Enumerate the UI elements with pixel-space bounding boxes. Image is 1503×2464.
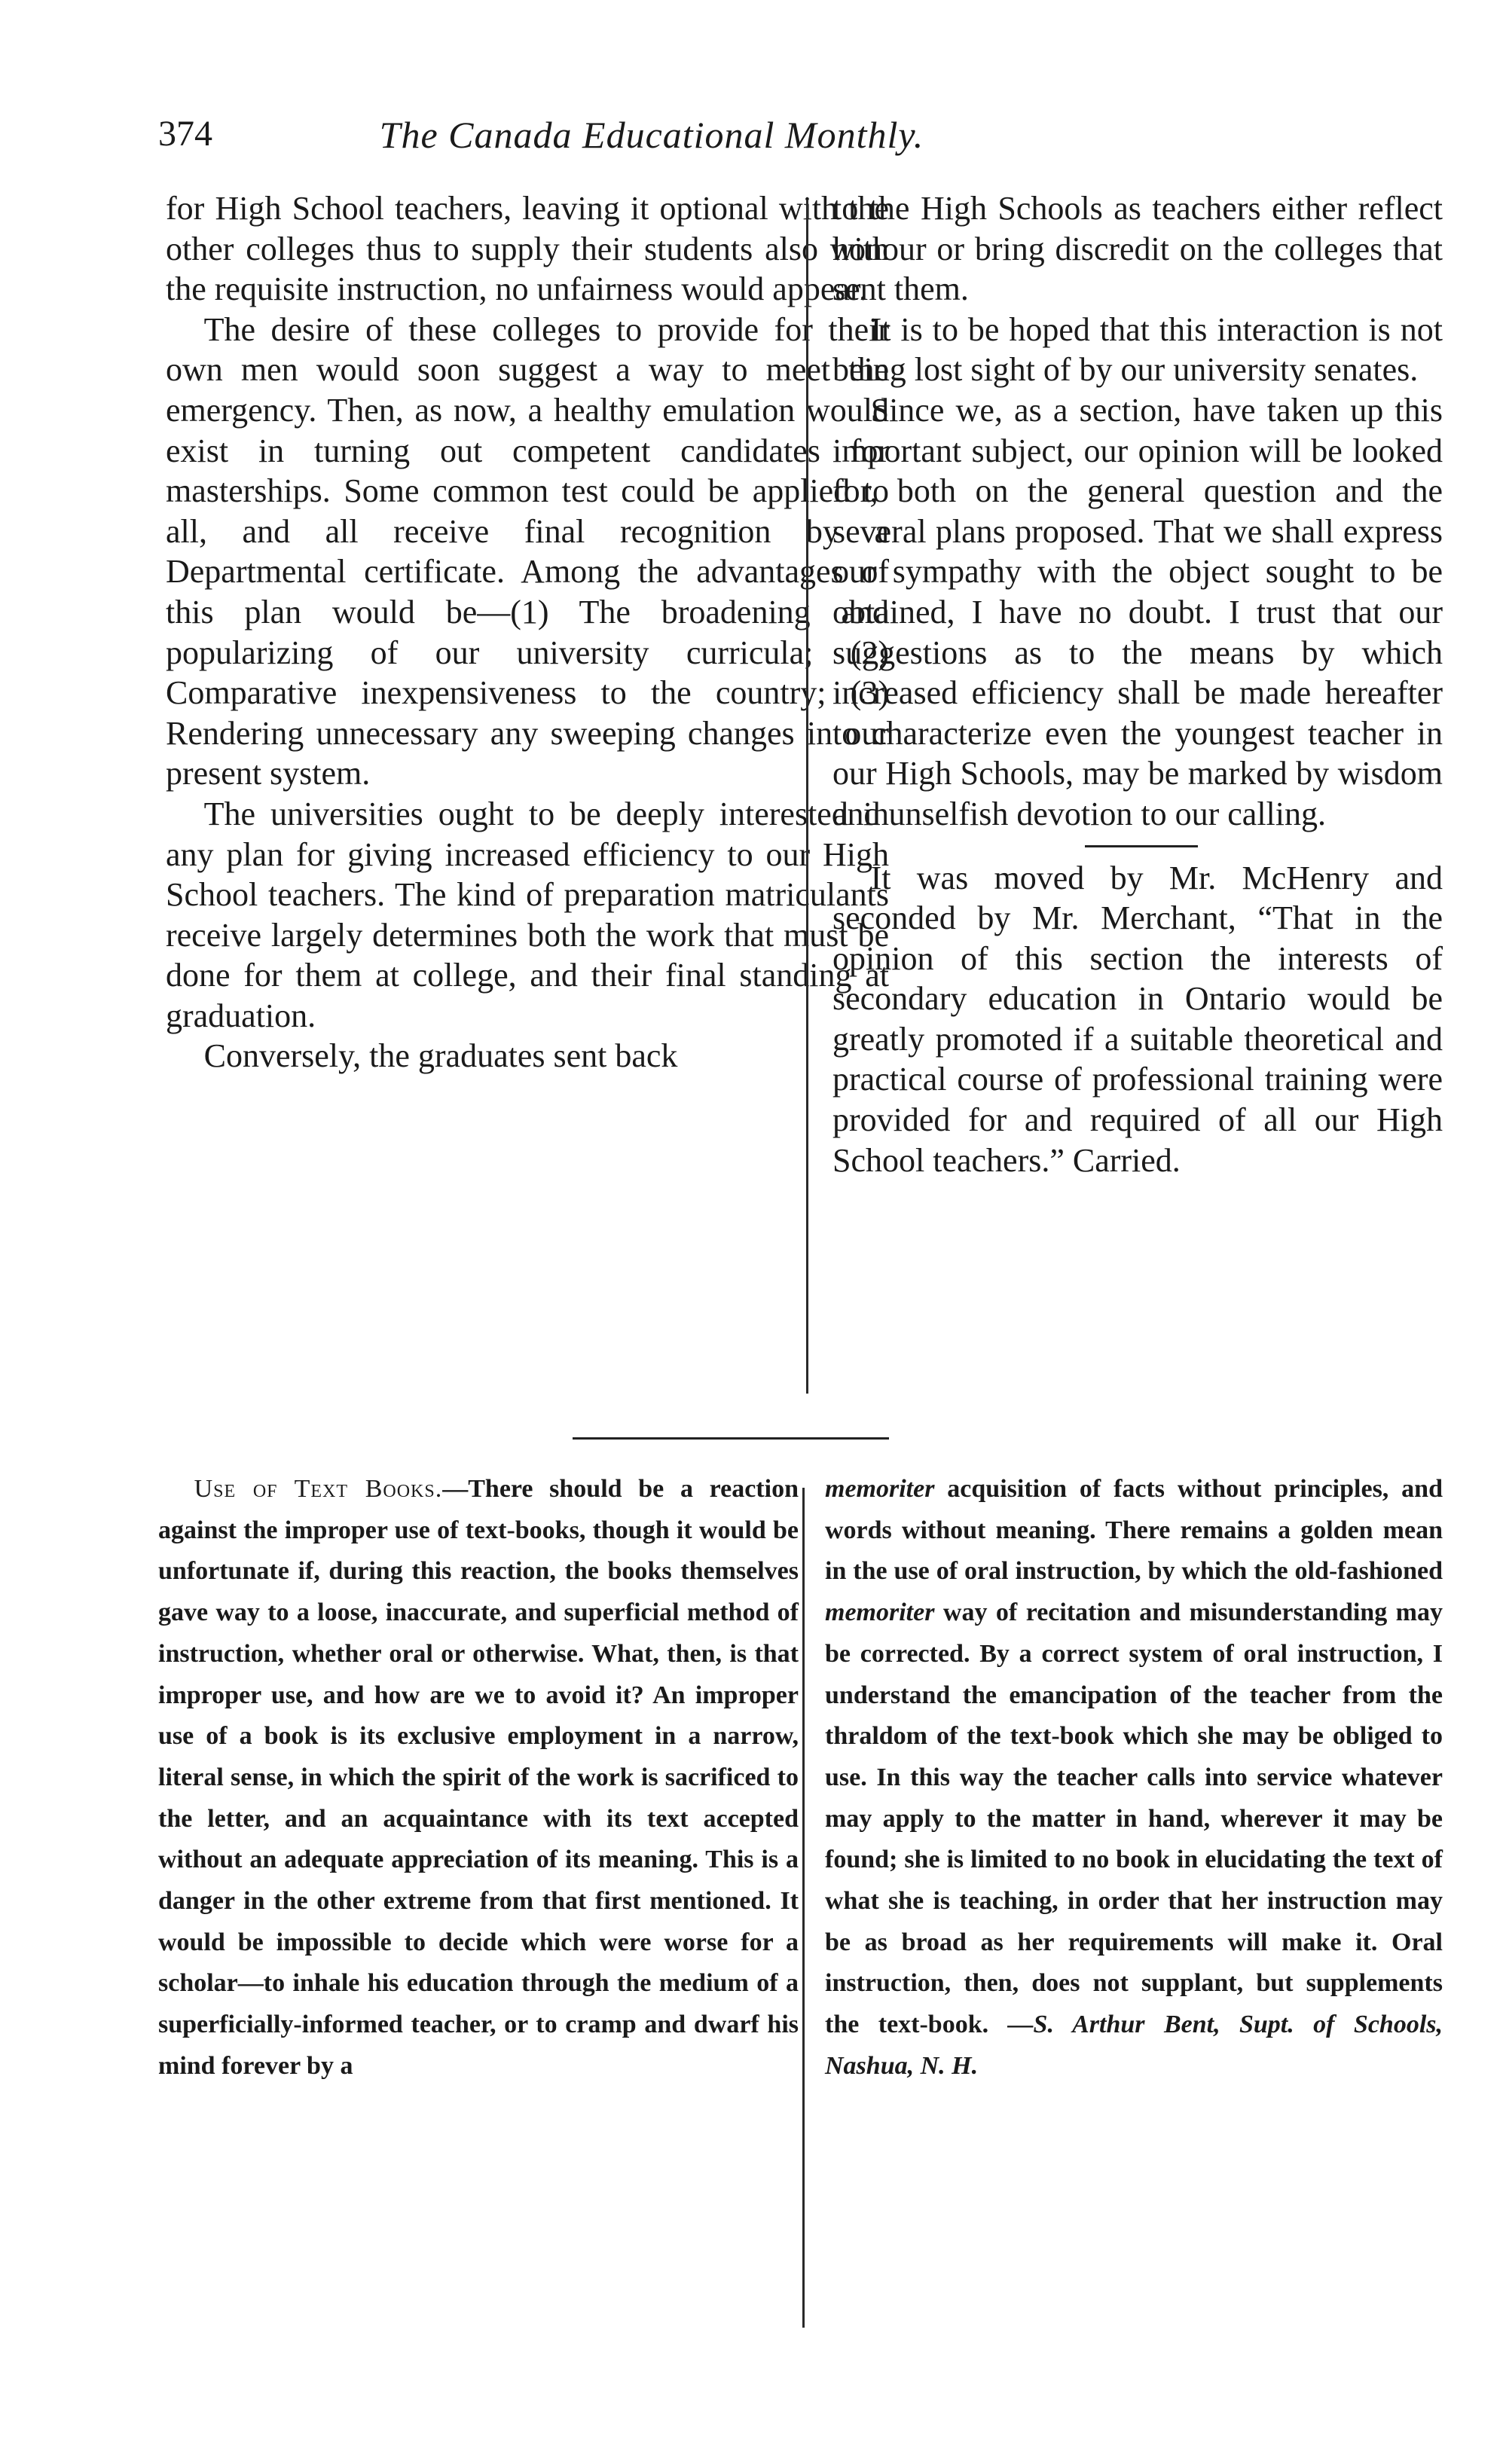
article-paragraph: memoriter acquisition of facts without principles, and words without meaning. There remains a golden mean in the use of oral instruction, by which the old-fashioned memoriter way of recitation and misunderstanding may be corrected. By a correct system of oral instruction, I understand the emancipation of the teacher from the thraldom of the text-book which she may be obliged to use. In this way the teacher calls into service whatever may apply to the matter in hand, wherever it may be found; she is limited to no book in elucidating the text of what she is teaching, in order that her instruction may be as broad as her requirements will make it. Oral instruction, then, does not supplant, but supplements the text-book. —S. Arthur Bent, Supt. of Schools, Nashua, N. H. [825, 1475, 1443, 2080]
paragraph: for High School teachers, leaving it optional with the other colleges thus to supply their students also with the requisite instruction, no unfairness would appear. [166, 190, 889, 308]
top-right-column [832, 188, 1443, 1180]
paragraph: The universities ought to be deeply interested in any plan for giving increased efficiency to our High School teachers. The kind of preparation matriculants receive largely determines both the work that must be done for them at college, and their final standing at graduation. [166, 795, 889, 1034]
article-heading: Use of Text Books. [194, 1475, 443, 1503]
running-title: The Canada Educational Monthly. [379, 114, 924, 156]
bottom-left-column [158, 1469, 799, 2087]
paragraph: Conversely, the graduates sent back [203, 1037, 678, 1075]
paragraph: Since we, as a section, have taken up this important subject, our opinion will be looked for, both on the general question and the several plans proposed. That we shall express our sympathy with the object sought to be obtained, I have no doubt. I trust that our suggestions as to the means by which increased efficiency shall be made hereafter to characterize even the youngest teacher in our High Schools, may be marked by wisdom and unselfish devotion to our calling. [832, 391, 1443, 832]
paragraph: The desire of these colleges to provide for their own men would soon suggest a way to meet the emergency. Then, as now, a healthy emulation would exist in turning out competent candidates for masterships. Some common test could be applied to all, and all receive final recognition by a Departmental certificate. Among the advantages of this plan would be—(1) The broadening and popularizing of our university curricula; (2) Comparative inexpensiveness to the country; (3) Rendering unnecessary any sweeping changes in our present system. [166, 310, 889, 792]
section-divider [1085, 845, 1198, 847]
page-header [158, 113, 1145, 166]
top-left-column [166, 188, 889, 1076]
section-divider [573, 1437, 889, 1440]
article-paragraph: Use of Text Books.—There should be a reaction against the improper use of text-books, though it would be unfortunate if, during this reaction, the books themselves gave way to a loose, inaccurate, and superficial method of instruction, whether oral or otherwise. What, then, is that improper use, and how are we to avoid it? An improper use of a book is its exclusive employment in a narrow, literal sense, in which the spirit of the work is sacrificed to the letter, and an acquaintance with its text accepted without an adequate appreciation of its meaning. This is a danger in the other extreme from that first mentioned. It would be impossible to decide which were worse for a scholar—to inhale his education through the medium of a superficially-informed teacher, or to cramp and dwarf his mind forever by a [158, 1475, 799, 2080]
attribution: —S. Arthur Bent, Supt. of Schools, Nashua, N. H. [825, 2011, 1443, 2080]
column-rule [806, 200, 808, 1394]
column-rule [802, 1488, 805, 2328]
motion-paragraph: It was moved by Mr. McHenry and seconded by Mr. Merchant, “That in the opinion of this section the interests of secondary education in Ontario would be greatly promoted if a suitable theoretical and practical course of professional training were provided for and required of all our High School teachers.” Carried. [832, 859, 1443, 1179]
page-number: 374 [158, 114, 212, 154]
bottom-right-column [825, 1469, 1443, 2087]
paragraph: to the High Schools as teachers either reflect honour or bring discredit on the colleges that sent them. [832, 190, 1443, 308]
paragraph: It is to be hoped that this interaction is not being lost sight of by our university senates. [832, 310, 1443, 389]
